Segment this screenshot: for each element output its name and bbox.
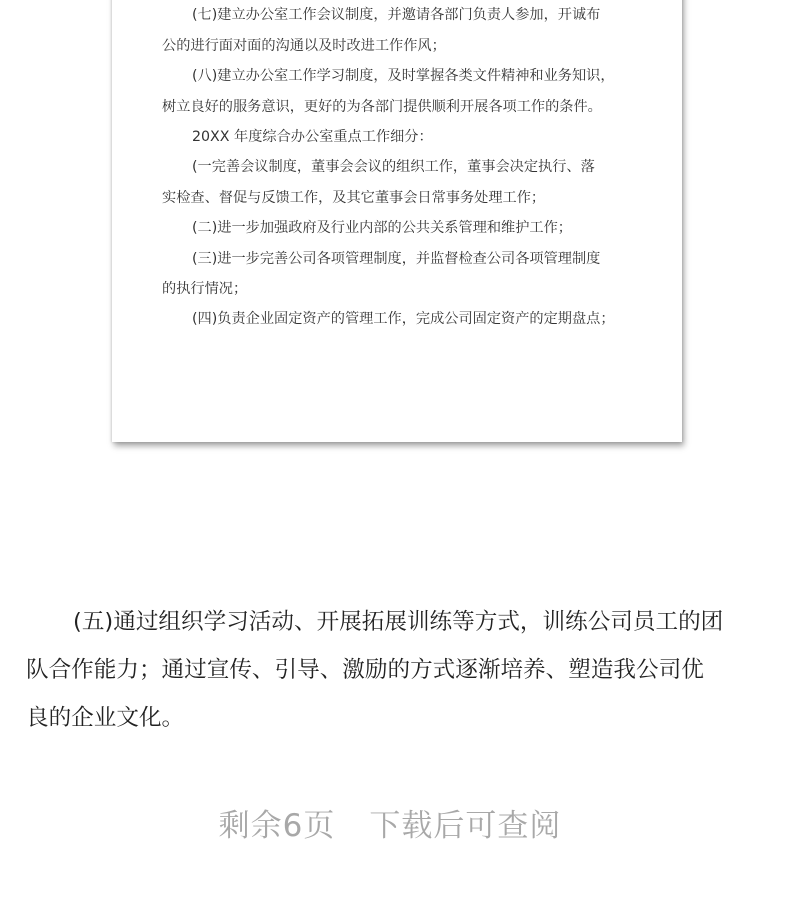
body-line: 良的企业文化。 (26, 705, 185, 731)
preview-line: (三)进一步完善公司各项管理制度，并监督检查公司各项管理制度 (192, 250, 601, 267)
remaining-pages-label: 剩余6页 (218, 808, 336, 844)
download-hint-label: 下载后可查阅 (369, 808, 562, 844)
preview-line: (四)负责企业固定资产的管理工作，完成公司固定资产的定期盘点； (192, 311, 615, 328)
preview-line: (一完善会议制度，董事会会议的组织工作，董事会决定执行、落 (192, 159, 595, 176)
preview-line: 公的进行面对面的沟通以及时改进工作作风； (162, 37, 446, 54)
preview-line: (二)进一步加强政府及行业内部的公共关系管理和维护工作； (192, 220, 572, 237)
preview-line: 20XX 年度综合办公室重点工作细分： (192, 128, 433, 145)
preview-line: (七)建立办公室工作会议制度，并邀请各部门负责人参加，开诚布 (192, 7, 601, 24)
preview-line: (八)建立办公室工作学习制度，及时掌握各类文件精神和业务知识， (192, 68, 615, 85)
preview-page-text (162, 0, 642, 345)
body-line: (五)通过组织学习活动、开展拓展训练等方式，训练公司员工的团 (73, 609, 724, 635)
body-line: 队合作能力；通过宣传、引导、激励的方式逐渐培养、塑造我公司优 (26, 657, 704, 683)
download-to-read-button[interactable] (0, 800, 780, 845)
preview-line: 的执行情况； (162, 280, 248, 297)
document-preview-page (112, 0, 682, 442)
body-paragraph (26, 598, 776, 742)
preview-line: 树立良好的服务意识，更好的为各部门提供顺利开展各项工作的条件。 (162, 98, 602, 115)
preview-line: 实检查、督促与反馈工作，及其它董事会日常事务处理工作； (162, 189, 546, 206)
